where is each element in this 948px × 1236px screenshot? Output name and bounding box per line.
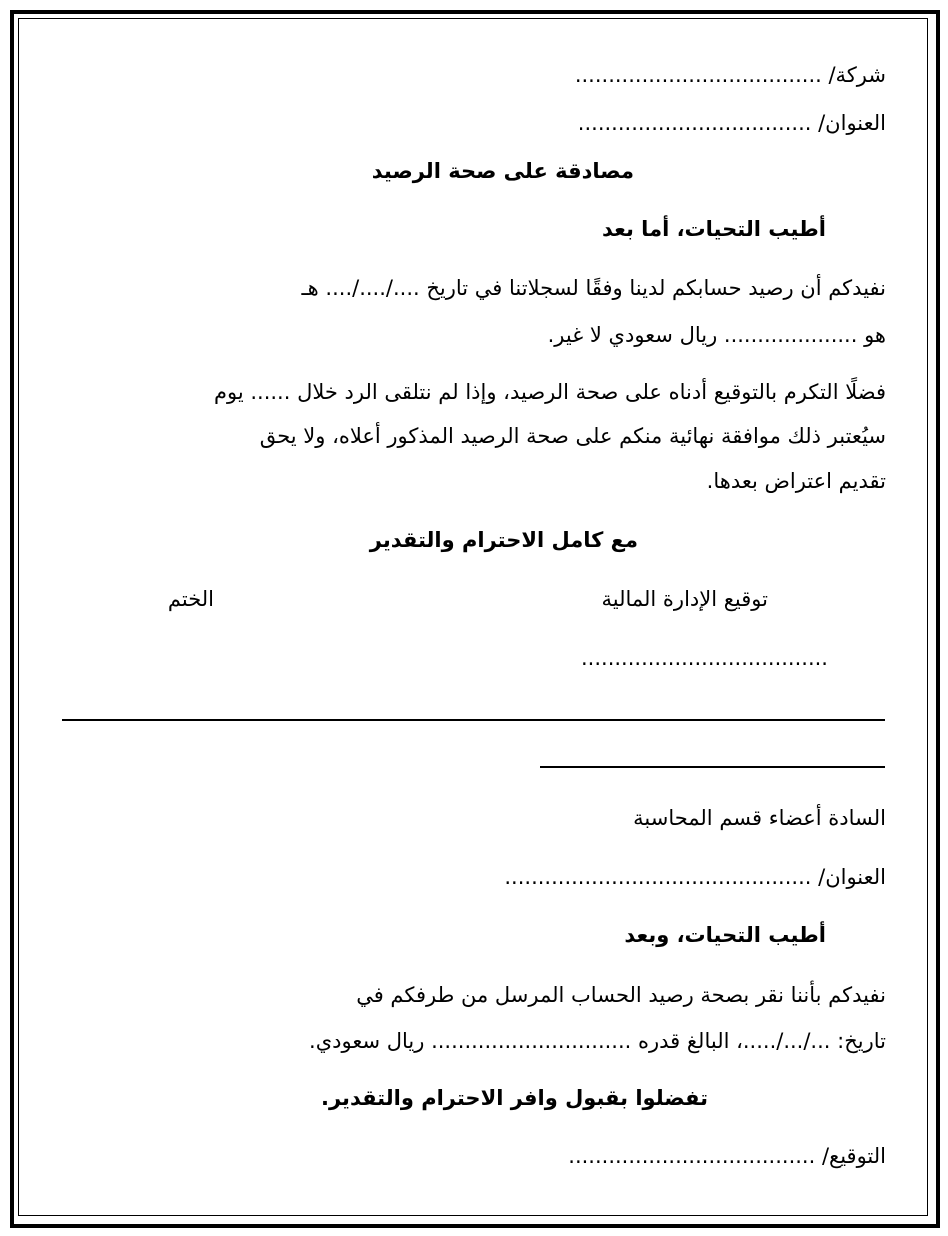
reply-greeting: أطيب التحيات، وبعد bbox=[624, 923, 826, 947]
addressee: السادة أعضاء قسم المحاسبة bbox=[633, 806, 886, 830]
closing: مع كامل الاحترام والتقدير bbox=[369, 528, 638, 552]
separator-line bbox=[62, 719, 885, 721]
paragraph-line: فضلًا التكرم بالتوقيع أدناه على صحة الرصيد، وإذا لم نتلقى الرد خلال ...... يوم bbox=[213, 380, 886, 404]
paragraph-line: تاريخ: .../.../.....، البالغ قدره .............................. ريال سعودي. bbox=[309, 1029, 886, 1053]
paragraph-line: نفيدكم أن رصيد حسابكم لدينا وفقًا لسجلاتنا في تاريخ ..../..../.... هـ bbox=[301, 276, 886, 300]
reply-closing: تفضلوا بقبول وافر الاحترام والتقدير. bbox=[321, 1086, 708, 1110]
paragraph-line: نفيدكم بأننا نقر بصحة رصيد الحساب المرسل من طرفكم في bbox=[356, 983, 886, 1007]
greeting: أطيب التحيات، أما بعد bbox=[602, 217, 826, 241]
signature-line: التوقيع/ ..................................... bbox=[568, 1144, 886, 1168]
letter-title: مصادقة على صحة الرصيد bbox=[371, 159, 634, 183]
signature-dots: ..................................... bbox=[581, 646, 828, 670]
reply-address-line: العنوان/ .............................................. bbox=[504, 865, 886, 889]
signature-label: توقيع الإدارة المالية bbox=[601, 587, 768, 611]
stamp-label: الختم bbox=[167, 587, 214, 611]
paragraph-line: تقديم اعتراض بعدها. bbox=[706, 469, 886, 493]
paragraph-line: هو .................... ريال سعودي لا غير. bbox=[547, 323, 886, 347]
address-line: العنوان/ ................................... bbox=[577, 111, 886, 135]
company-line: شركة/ ..................................... bbox=[574, 63, 886, 87]
paragraph-line: سيُعتبر ذلك موافقة نهائية منكم على صحة الرصيد المذكور أعلاه، ولا يحق bbox=[259, 424, 886, 448]
separator-line bbox=[540, 766, 885, 768]
